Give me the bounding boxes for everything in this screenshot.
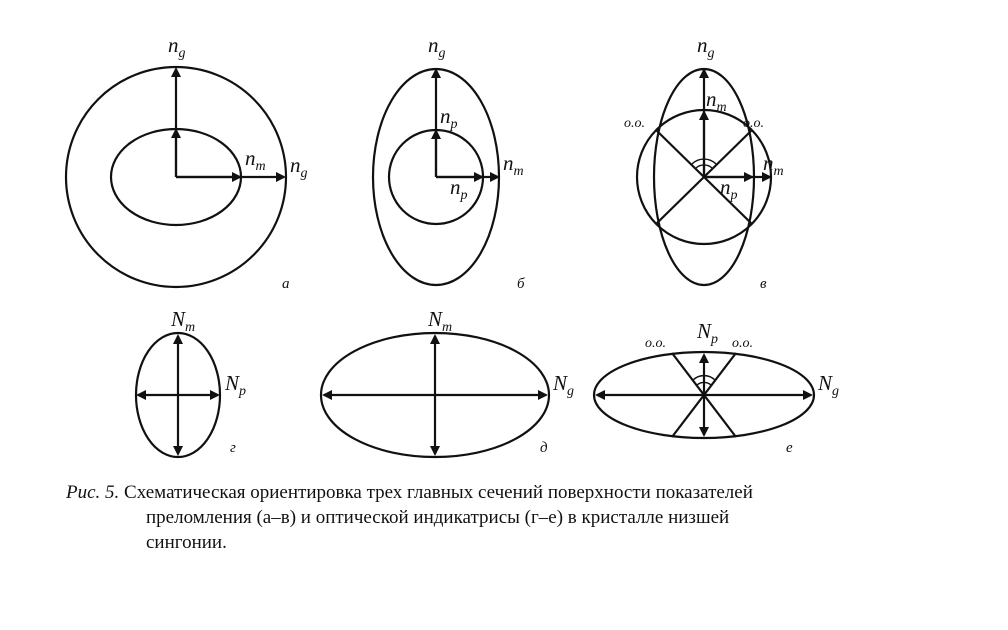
panel-e-optic-axis-left-label: o.o. bbox=[645, 336, 666, 351]
panel-b bbox=[373, 69, 499, 285]
panel-a-outer-right-label: $n_g$ bbox=[290, 153, 308, 181]
panel-b-letter: б bbox=[517, 276, 525, 292]
panel-b-inner-right-label: $n_p$ bbox=[450, 175, 468, 203]
panel-a-letter: а bbox=[282, 276, 290, 292]
panel-d bbox=[321, 333, 549, 457]
panel-v-top-label: $n_g$ bbox=[697, 33, 715, 61]
panel-v-optic-axis-left-label: o.o. bbox=[624, 116, 645, 131]
caption-lead: Рис. 5. bbox=[66, 482, 120, 503]
panel-g bbox=[136, 333, 220, 457]
panel-e bbox=[594, 352, 814, 438]
panel-e-letter: е bbox=[786, 440, 793, 456]
panel-d-top-label: $N_m$ bbox=[428, 307, 453, 335]
caption-line-2: преломления (а–в) и оптической индикатрисы (г–е) в кристалле низшей bbox=[146, 507, 730, 528]
panel-v-right-label: $n_m$ bbox=[763, 151, 784, 179]
panel-d-letter: д bbox=[540, 440, 548, 456]
panel-d-right-label: $N_g$ bbox=[553, 371, 575, 399]
panel-a bbox=[66, 67, 286, 287]
panel-e-top-label: $N_p$ bbox=[697, 319, 719, 347]
caption-line-1 bbox=[66, 480, 866, 505]
panel-b-top-label: $n_g$ bbox=[428, 33, 446, 61]
panel-a-inner-right-label: $n_m$ bbox=[245, 146, 266, 174]
panel-g-right-label: $N_p$ bbox=[225, 371, 247, 399]
caption-line-3: сингонии. bbox=[146, 532, 227, 553]
panel-v-inner-up-label: $n_m$ bbox=[706, 87, 727, 115]
figure-caption bbox=[66, 480, 866, 555]
panel-e-right-label: $N_g$ bbox=[818, 371, 840, 399]
panel-b-inner-up-label: $n_p$ bbox=[440, 104, 458, 132]
panel-v-optic-axis-right-label: o.o. bbox=[743, 116, 764, 131]
panel-a-top-label: $n_g$ bbox=[168, 33, 186, 61]
panel-g-letter: г bbox=[230, 440, 236, 456]
panel-v-letter: в bbox=[760, 276, 767, 292]
caption-line-1-text: Схематическая ориентировка трех главных сечений поверхности показателей bbox=[124, 482, 753, 503]
panel-b-right-label: $n_m$ bbox=[503, 151, 524, 179]
panel-v-inner-right-label: $n_p$ bbox=[720, 175, 738, 203]
panel-v bbox=[637, 69, 771, 285]
panel-g-top-label: $N_m$ bbox=[171, 307, 196, 335]
panel-e-optic-axis-right-label: o.o. bbox=[732, 336, 753, 351]
